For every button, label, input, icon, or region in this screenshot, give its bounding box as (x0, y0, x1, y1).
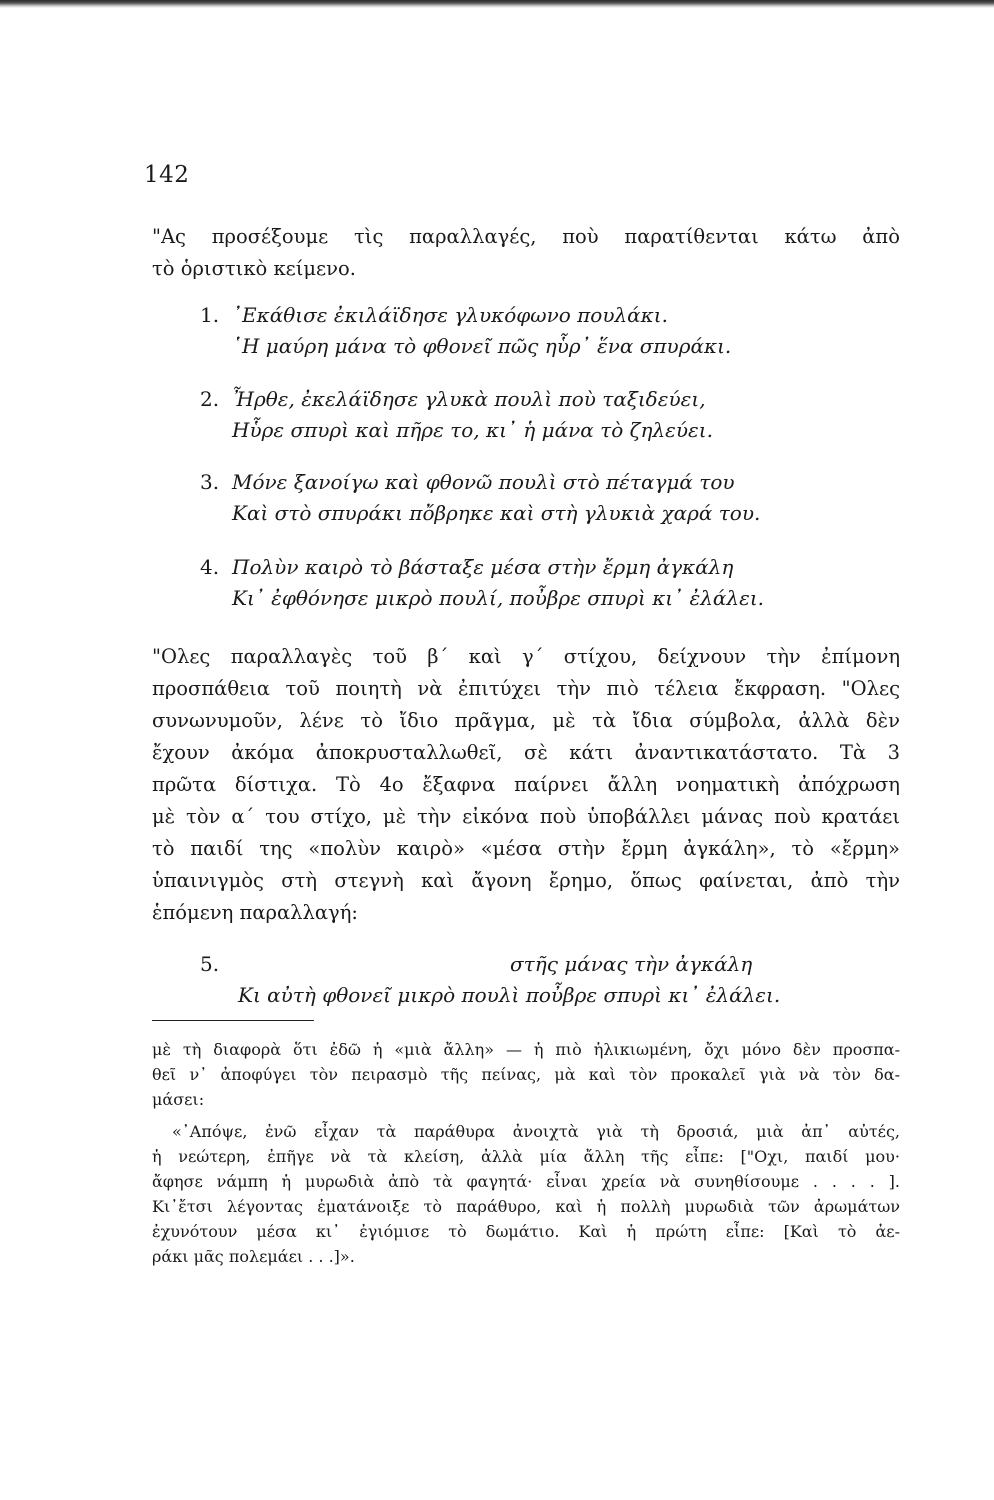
verse-line: Καὶ στὸ σπυράκι πὄβρηκε καὶ στὴ γλυκιὰ χαρά του. (232, 501, 761, 525)
body-line: ὑπαινιγμὸς στὴ στεγνὴ καὶ ἄγονη ἔρημο, ὅπως φαίνεται, ἀπὸ τὴν (152, 869, 900, 892)
body-line: ἑπόμενη παραλλαγή: (152, 901, 358, 924)
footnote-paragraph-2 (152, 1119, 900, 1269)
verse-line: Κι᾿ ἐφθόνησε μικρὸ πουλί, ποὖβρε σπυρὶ κι᾿ ἐλάλει. (232, 586, 765, 610)
footnote-line: μὲ τὴ διαφορὰ ὅτι ἐδῶ ἡ «μιὰ ἄλλη» — ἡ πιὸ ἡλικιωμένη, ὄχι μόνο δὲν προσπα- (152, 1040, 900, 1059)
scan-top-edge (0, 0, 994, 8)
body-line: μὲ τὸν α΄ του στίχο, μὲ τὴν εἰκόνα ποὺ ὑποβάλλει μάνας ποὺ κρατάει (152, 805, 900, 828)
body-line: "Ολες παραλλαγὲς τοῦ β΄ καὶ γ΄ στίχου, δείχνουν τὴν ἐπίμονη (152, 645, 900, 668)
verse-5 (200, 949, 880, 1011)
verse-1 (200, 300, 731, 362)
body-line: τὸ παιδί της «πολὺν καιρὸ» «μέσα στὴν ἔρμη ἀγκάλη», τὸ «ἔρμη» (152, 837, 900, 860)
verse-number: 2. (200, 387, 220, 411)
verse-line: ᾿Εκάθισε ἐκιλάϊδησε γλυκόφωνο πουλάκι. (232, 303, 668, 327)
verse-line: Ηὗρε σπυρὶ καὶ πῆρε το, κι᾿ ἡ μάνα τὸ ζηλεύει. (232, 418, 713, 442)
footnote-line: Κι᾿ἔτσι λέγοντας ἐματάνοιξε τὸ παράθυρο, καὶ ἡ πολλὴ μυρωδιὰ τῶν ἀρωμάτων (152, 1197, 900, 1216)
verse-line: Πολὺν καιρὸ τὸ βάσταξε μέσα στὴν ἔρμη ἀγκάλη (232, 555, 734, 579)
verse-number: 1. (200, 303, 220, 327)
verse-line: Μόνε ξανοίγω καὶ φθονῶ πουλὶ στὸ πέταγμά του (232, 470, 735, 494)
body-paragraph (152, 641, 900, 929)
footnote-paragraph-1 (152, 1037, 900, 1112)
body-line: συνωνυμοῦν, λένε τὸ ἴδιο πρᾶγμα, μὲ τὰ ἴδια σύμβολα, ἀλλὰ δὲν (152, 709, 900, 732)
intro-line-1: "Ας προσέξουμε τὶς παραλλαγές, ποὺ παρατίθενται κάτω ἀπὸ (152, 225, 900, 248)
body-line: πρῶτα δίστιχα. Τὸ 4ο ἔξαφνα παίρνει ἄλλη νοηματικὴ ἀπόχρωση (152, 773, 900, 796)
verse-4 (200, 552, 764, 614)
page-number: 142 (144, 162, 190, 188)
verse-line: Ἦρθε, ἐκελάϊδησε γλυκὰ πουλὶ ποὺ ταξιδεύει, (232, 387, 706, 411)
verse-3 (200, 467, 760, 529)
footnote-line: ἄφησε νάμπη ἡ μυρωδιὰ ἀπὸ τὰ φαγητά· εἶναι χρεία νὰ συνηθίσουμε . . . . ]. (152, 1172, 900, 1191)
footnote-line: ράκι μᾶς πολεμάει . . .]». (152, 1247, 355, 1266)
footnote-divider (152, 1020, 314, 1021)
verse-2 (200, 384, 713, 446)
verse-number: 4. (200, 555, 220, 579)
footnote-line: μάσει: (152, 1090, 205, 1109)
intro-paragraph (152, 221, 900, 285)
verse-line: στῆς μάνας τὴν ἀγκάλη (510, 952, 753, 976)
footnote-line: θεῖ ν᾿ ἀποφύγει τὸν πειρασμὸ τῆς πείνας, μὰ καὶ τὸν προκαλεῖ γιὰ νὰ τὸν δα- (152, 1065, 900, 1084)
body-line: ἔχουν ἀκόμα ἀποκρυσταλλωθεῖ, σὲ κάτι ἀναντικατάστατο. Τὰ 3 (152, 741, 900, 764)
verse-number: 3. (200, 470, 220, 494)
verse-line: ῾Η μαύρη μάνα τὸ φθονεῖ πῶς ηὗρ᾿ ἕνα σπυράκι. (232, 334, 732, 358)
footnote-line: ἡ νεώτερη, ἐπῆγε νὰ τὰ κλείση, ἀλλὰ μία ἄλλη τῆς εἶπε: ["Οχι, παιδί μου· (152, 1147, 900, 1166)
body-line: προσπάθεια τοῦ ποιητὴ νὰ ἐπιτύχει τὴν πιὸ τέλεια ἔκφραση. "Ολες (152, 677, 900, 700)
intro-line-2: τὸ ὁριστικὸ κείμενο. (152, 257, 356, 280)
verse-line: Κι αὐτὴ φθονεῖ μικρὸ πουλὶ ποὖβρε σπυρὶ κι᾿ ἐλάλει. (238, 983, 781, 1007)
footnote-line: «᾿Απόψε, ἐνῶ εἶχαν τὰ παράθυρα ἀνοιχτὰ γιὰ τὴ δροσιά, μιὰ ἀπ᾿ αὐτές, (172, 1122, 900, 1141)
verse-number: 5. (200, 952, 220, 976)
footnote-line: ἐχυνότουν μέσα κι᾿ ἐγιόμισε τὸ δωμάτιο. Καὶ ἡ πρώτη εἶπε: [Καὶ τὸ ἀε- (152, 1222, 900, 1241)
